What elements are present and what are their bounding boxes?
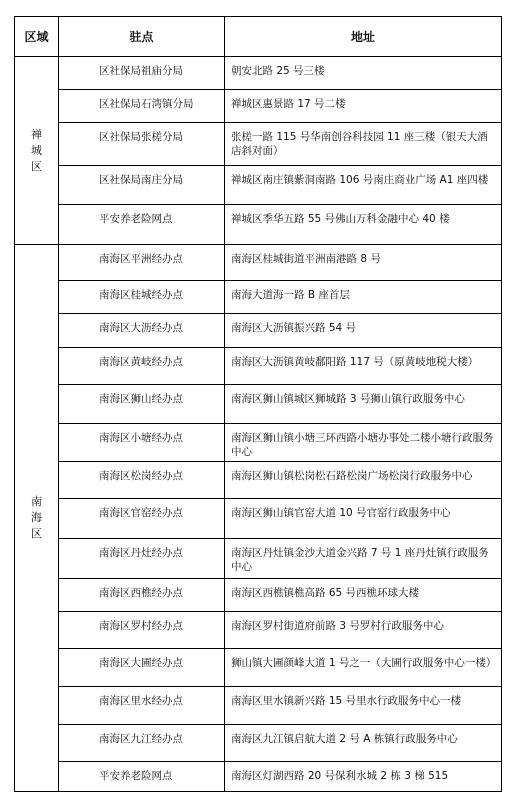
region-cell xyxy=(15,57,59,245)
table-row xyxy=(15,612,502,649)
table-row xyxy=(15,385,502,424)
station-cell: 南海区狮山经办点 xyxy=(59,385,225,424)
table-row xyxy=(15,579,502,612)
header-station: 驻点 xyxy=(59,17,225,57)
address-cell: 南海区罗村街道府前路 3 号罗村行政服务中心 xyxy=(225,612,502,649)
region-label: 南海区 xyxy=(31,495,42,540)
table-row xyxy=(15,424,502,462)
address-cell: 南海区大沥镇黄岐鄱阳路 117 号（原黄岐地税大楼） xyxy=(225,348,502,385)
address-cell: 南海区狮山镇松岗松石路松岗广场松岗行政服务中心 xyxy=(225,462,502,499)
station-cell: 南海区大圃经办点 xyxy=(59,649,225,687)
address-cell: 南海区狮山镇官窑大道 10 号官窑行政服务中心 xyxy=(225,499,502,539)
address-cell: 张槎一路 115 号华南创谷科技园 11 座三楼（银天大酒店斜对面） xyxy=(225,123,502,166)
header-region: 区域 xyxy=(15,17,59,57)
station-cell: 平安养老险网点 xyxy=(59,762,225,792)
region-cell xyxy=(15,245,59,792)
station-cell: 区社保局石湾镇分局 xyxy=(59,90,225,123)
table-row xyxy=(15,649,502,687)
region-label: 禅城区 xyxy=(31,127,42,173)
address-cell: 南海大道海一路 B 座首层 xyxy=(225,281,502,314)
address-cell: 朝安北路 25 号三楼 xyxy=(225,57,502,90)
station-cell: 南海区里水经办点 xyxy=(59,687,225,725)
table-row xyxy=(15,166,502,205)
address-cell: 南海区西樵镇樵高路 65 号西樵环球大楼 xyxy=(225,579,502,612)
station-cell: 南海区平洲经办点 xyxy=(59,245,225,281)
address-cell: 禅城区南庄镇紫洞南路 106 号南庄商业广场 A1 座四楼 xyxy=(225,166,502,205)
station-cell: 南海区罗村经办点 xyxy=(59,612,225,649)
station-address-table xyxy=(14,16,502,792)
address-cell: 禅城区惠景路 17 号二楼 xyxy=(225,90,502,123)
table-row xyxy=(15,762,502,792)
address-cell: 南海区桂城街道平洲南港路 8 号 xyxy=(225,245,502,281)
table-row xyxy=(15,245,502,281)
address-cell: 南海区灯湖西路 20 号保利水城 2 栋 3 梯 515 xyxy=(225,762,502,792)
station-cell: 南海区桂城经办点 xyxy=(59,281,225,314)
table-row xyxy=(15,725,502,762)
station-cell: 区社保局祖庙分局 xyxy=(59,57,225,90)
address-cell: 南海区九江镇启航大道 2 号 A 栋镇行政服务中心 xyxy=(225,725,502,762)
header-address: 地址 xyxy=(225,17,502,57)
station-cell: 南海区大沥经办点 xyxy=(59,314,225,348)
table-row xyxy=(15,462,502,499)
station-cell: 南海区松岗经办点 xyxy=(59,462,225,499)
table-row xyxy=(15,57,502,90)
station-cell: 南海区黄岐经办点 xyxy=(59,348,225,385)
address-cell: 南海区里水镇新兴路 15 号里水行政服务中心一楼 xyxy=(225,687,502,725)
station-cell: 南海区丹灶经办点 xyxy=(59,539,225,579)
address-cell: 南海区丹灶镇金沙大道金兴路 7 号 1 座丹灶镇行政服务中心 xyxy=(225,539,502,579)
table-row xyxy=(15,205,502,245)
address-cell: 南海区狮山镇城区狮城路 3 号狮山镇行政服务中心 xyxy=(225,385,502,424)
address-cell: 南海区狮山镇小塘三环西路小塘办事处二楼小塘行政服务中心 xyxy=(225,424,502,462)
table-row xyxy=(15,90,502,123)
table-row xyxy=(15,281,502,314)
table-row xyxy=(15,314,502,348)
station-cell: 平安养老险网点 xyxy=(59,205,225,245)
station-cell: 南海区西樵经办点 xyxy=(59,579,225,612)
table-row xyxy=(15,123,502,166)
table-row xyxy=(15,348,502,385)
station-cell: 南海区官窑经办点 xyxy=(59,499,225,539)
station-cell: 区社保局张槎分局 xyxy=(59,123,225,166)
address-cell: 狮山镇大圃颜峰大道 1 号之一（大圃行政服务中心一楼） xyxy=(225,649,502,687)
station-cell: 区社保局南庄分局 xyxy=(59,166,225,205)
table-row xyxy=(15,687,502,725)
address-cell: 南海区大沥镇振兴路 54 号 xyxy=(225,314,502,348)
station-cell: 南海区九江经办点 xyxy=(59,725,225,762)
header-row xyxy=(15,17,502,57)
table-row xyxy=(15,539,502,579)
table-body xyxy=(15,57,502,792)
address-cell: 禅城区季华五路 55 号佛山万科金融中心 40 楼 xyxy=(225,205,502,245)
station-cell: 南海区小塘经办点 xyxy=(59,424,225,462)
table-row xyxy=(15,499,502,539)
